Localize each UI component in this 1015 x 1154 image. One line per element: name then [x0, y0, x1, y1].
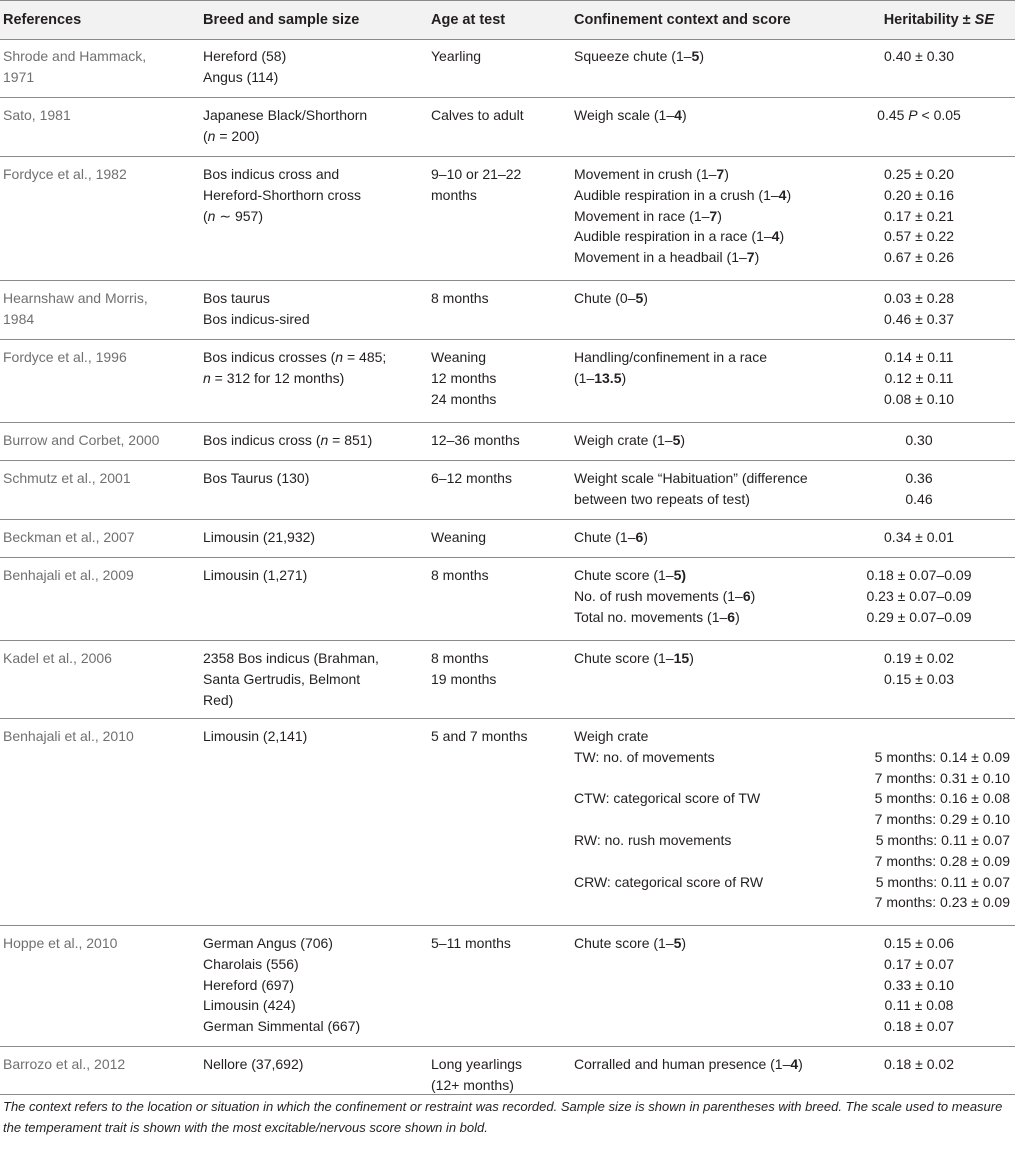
table-footnote: The context refers to the location or situation in which the confinement or restraint was recorded. Sample size is shown in parentheses with breed. The scale used to measure the temperament trait is shown with the most excitable/nervous score shown in bold.	[3, 1099, 1003, 1135]
cell-breed: Bos indicus cross and Hereford-Shorthorn cross (n ∼ 957)	[203, 166, 361, 224]
cell-heritability: 0.18 ± 0.02	[884, 1056, 954, 1072]
cell-breed: Bos indicus crosses (n = 485; n = 312 for 12 months)	[203, 349, 387, 386]
cell-age: Weaning	[431, 529, 487, 545]
cell-heritability: 0.14 ± 0.11 0.12 ± 0.11 0.08 ± 0.10	[884, 349, 954, 407]
cell-breed: Limousin (2,141)	[203, 728, 308, 744]
cell-age: 12–36 months	[431, 432, 520, 448]
cell-breed: Bos taurus Bos indicus-sired	[203, 290, 310, 327]
cell-breed: Bos indicus cross (n = 851)	[203, 432, 373, 448]
table-header	[0, 0, 1015, 40]
cell-heritability: 0.34 ± 0.01	[884, 529, 954, 545]
cell-age: Long yearlings (12+ months)	[431, 1056, 523, 1093]
cell-age: Weaning 12 months 24 months	[431, 349, 497, 407]
table-row	[0, 339, 1015, 423]
cell-context: Squeeze chute (1–5)	[574, 48, 704, 64]
cell-reference: Schmutz et al., 2001	[3, 470, 131, 486]
cell-age: 8 months	[431, 290, 489, 306]
cell-heritability: 0.36 0.46	[905, 470, 933, 507]
header-heritability: Heritability ± SE	[883, 12, 994, 28]
cell-reference: Beckman et al., 2007	[3, 529, 135, 545]
cell-reference: Hearnshaw and Morris, 1984	[3, 290, 148, 327]
cell-heritability: 0.15 ± 0.06 0.17 ± 0.07 0.33 ± 0.10 0.11 ± 0.08 0.18 ± 0.07	[884, 935, 954, 1035]
header-references: References	[3, 12, 82, 28]
cell-context: Weigh crate TW: no. of movements CTW: categorical score of TW RW: no. rush movements CRW: categorical score of RW	[574, 728, 764, 890]
cell-context: Chute score (1–15)	[574, 650, 694, 666]
cell-heritability: 0.30	[905, 432, 933, 448]
table-row	[0, 519, 1015, 558]
cell-context: Chute (0–5)	[574, 290, 648, 306]
cell-age: 9–10 or 21–22 months	[431, 166, 522, 203]
cell-context: Weigh crate (1–5)	[574, 432, 686, 448]
table-row	[0, 557, 1015, 641]
header-age: Age at test	[431, 12, 506, 28]
header-breed: Breed and sample size	[203, 12, 360, 28]
cell-reference: Shrode and Hammack, 1971	[3, 48, 147, 85]
header-context: Confinement context and score	[574, 12, 791, 28]
cell-breed: Nellore (37,692)	[203, 1056, 304, 1072]
cell-reference: Kadel et al., 2006	[3, 650, 112, 666]
cell-reference: Benhajali et al., 2010	[3, 728, 134, 744]
cell-age: 5–11 months	[431, 935, 511, 951]
cell-reference: Fordyce et al., 1996	[3, 349, 127, 365]
table-row	[0, 97, 1015, 157]
table-row	[0, 422, 1015, 461]
cell-breed: German Angus (706) Charolais (556) Hereford (697) Limousin (424) German Simmental (667)	[203, 935, 361, 1035]
cell-breed: 2358 Bos indicus (Brahman, Santa Gertrudis, Belmont Red)	[203, 650, 379, 708]
cell-context: Weigh scale (1–4)	[574, 107, 687, 123]
cell-age: Yearling	[431, 48, 482, 64]
cell-reference: Hoppe et al., 2010	[3, 935, 118, 951]
table-row	[0, 718, 1015, 926]
cell-breed: Bos Taurus (130)	[203, 470, 310, 486]
cell-heritability: 0.03 ± 0.28 0.46 ± 0.37	[884, 290, 954, 327]
cell-reference: Benhajali et al., 2009	[3, 567, 134, 583]
cell-reference: Barrozo et al., 2012	[3, 1056, 126, 1072]
table-row	[0, 280, 1015, 340]
cell-context: Corralled and human presence (1–4)	[574, 1056, 803, 1072]
cell-breed: Japanese Black/Shorthorn (n = 200)	[203, 107, 368, 144]
cell-heritability: 0.45 P < 0.05	[877, 107, 961, 123]
cell-context: Weight scale “Habituation” (difference between two repeats of test)	[574, 470, 808, 507]
cell-breed: Hereford (58) Angus (114)	[203, 48, 287, 85]
cell-breed: Limousin (21,932)	[203, 529, 316, 545]
cell-heritability: 0.40 ± 0.30	[884, 48, 954, 64]
cell-reference: Burrow and Corbet, 2000	[3, 432, 160, 448]
cell-context: Chute (1–6)	[574, 529, 648, 545]
cell-context: Chute score (1–5)	[574, 935, 687, 951]
table-row	[0, 640, 1015, 719]
table-row	[0, 156, 1015, 281]
cell-reference: Fordyce et al., 1982	[3, 166, 127, 182]
cell-heritability: 0.25 ± 0.20 0.20 ± 0.16 0.17 ± 0.21 0.57 ± 0.22 0.67 ± 0.26	[884, 166, 954, 266]
cell-heritability: 5 months: 0.14 ± 0.09 7 months: 0.31 ± 0.10 5 months: 0.16 ± 0.08 7 months: 0.29 ± 0.10 5 months: 0.11 ± 0.07 7 months: 0.28 ± 0.09 5 months: 0.11 ± 0.07 7 months: 0.23 ± 0.09	[874, 748, 1010, 911]
cell-context: Movement in crush (1–7) Audible respiration in a crush (1–4) Movement in race (1–7) Audible respiration in a race (1–4) Movement in a headbail (1–7)	[574, 166, 792, 266]
cell-reference: Sato, 1981	[3, 107, 71, 123]
table-row	[0, 460, 1015, 520]
cell-age: 8 months 19 months	[431, 650, 497, 687]
cell-breed: Limousin (1,271)	[203, 567, 308, 583]
cell-heritability: 0.18 ± 0.07–0.09 0.23 ± 0.07–0.09 0.29 ± 0.07–0.09	[866, 567, 972, 625]
table-row	[0, 925, 1015, 1047]
cell-context: Chute score (1–5) No. of rush movements (1–6) Total no. movements (1–6)	[574, 567, 756, 625]
cell-age: 5 and 7 months	[431, 728, 528, 744]
table-row	[0, 38, 1015, 98]
table-row	[0, 1046, 1015, 1095]
cell-context: Handling/confinement in a race (1–13.5)	[574, 349, 768, 386]
cell-age: Calves to adult	[431, 107, 524, 123]
cell-heritability: 0.19 ± 0.02 0.15 ± 0.03	[884, 650, 954, 687]
cell-age: 8 months	[431, 567, 489, 583]
cell-age: 6–12 months	[431, 470, 512, 486]
